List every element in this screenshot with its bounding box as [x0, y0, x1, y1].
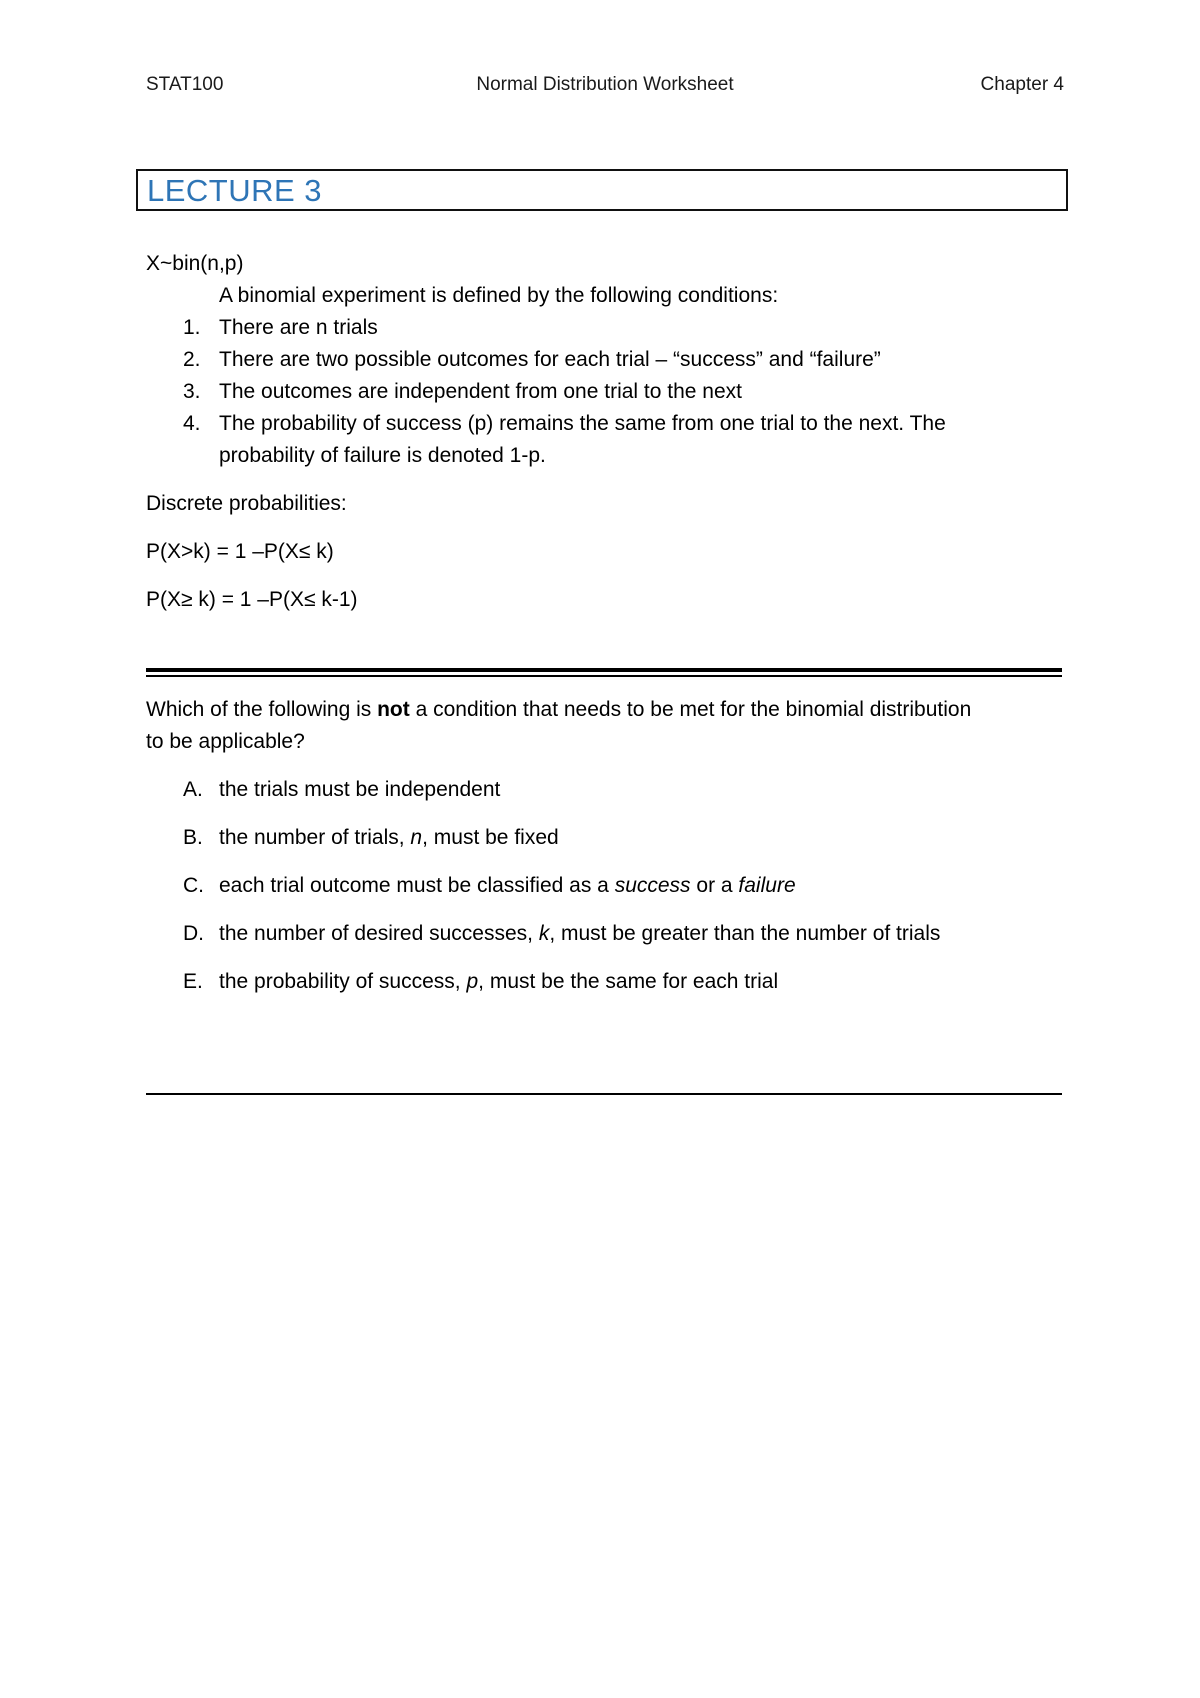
binomial-notation: X~bin(n,p) [146, 252, 244, 275]
discrete-probabilities-label: Discrete probabilities: [146, 492, 347, 515]
condition-text: The outcomes are independent from one trial to the next [219, 380, 742, 403]
section-divider-thick [146, 668, 1062, 672]
question-stem-start: Which of the following is [146, 698, 378, 721]
option-letter: C. [183, 874, 204, 897]
question-stem-line2: to be applicable? [146, 730, 305, 753]
option-letter: A. [183, 778, 203, 801]
option-text: the number of trials, n, must be fixed [219, 826, 559, 849]
header-chapter: Chapter 4 [980, 74, 1064, 95]
option-text: the probability of success, p, must be the same for each trial [219, 970, 779, 993]
header-title: Normal Distribution Worksheet [476, 74, 734, 95]
condition-number: 3. [183, 380, 201, 403]
option-text: the number of desired successes, k, must be greater than the number of trials [219, 922, 941, 945]
formula-greater-equal: P(X≥ k) = 1 –P(X≤ k-1) [146, 588, 358, 611]
question-stem [146, 694, 971, 726]
option-letter: B. [183, 826, 203, 849]
binomial-intro: A binomial experiment is defined by the following conditions: [219, 284, 779, 307]
option-text: the trials must be independent [219, 778, 501, 801]
question-stem-end: a condition that needs to be met for the binomial distribution [409, 698, 972, 721]
condition-text: There are n trials [219, 316, 378, 339]
condition-text-continued: probability of failure is denoted 1-p. [219, 444, 546, 467]
condition-text: There are two possible outcomes for each trial – “success” and “failure” [219, 348, 881, 371]
option-letter: E. [183, 970, 203, 993]
header-course: STAT100 [146, 74, 224, 95]
condition-text: The probability of success (p) remains the same from one trial to the next. The [219, 412, 946, 435]
formula-greater-than: P(X>k) = 1 –P(X≤ k) [146, 540, 334, 563]
page-header [146, 74, 1064, 102]
answer-divider [146, 1093, 1062, 1095]
section-divider-thin [146, 675, 1062, 677]
option-letter: D. [183, 922, 204, 945]
question-stem-emphasis: not [377, 698, 410, 721]
condition-number: 1. [183, 316, 201, 339]
lecture-title-box [136, 169, 1068, 211]
condition-number: 2. [183, 348, 201, 371]
lecture-title: LECTURE 3 [147, 173, 323, 208]
condition-number: 4. [183, 412, 201, 435]
option-text: each trial outcome must be classified as a success or a failure [219, 874, 796, 897]
